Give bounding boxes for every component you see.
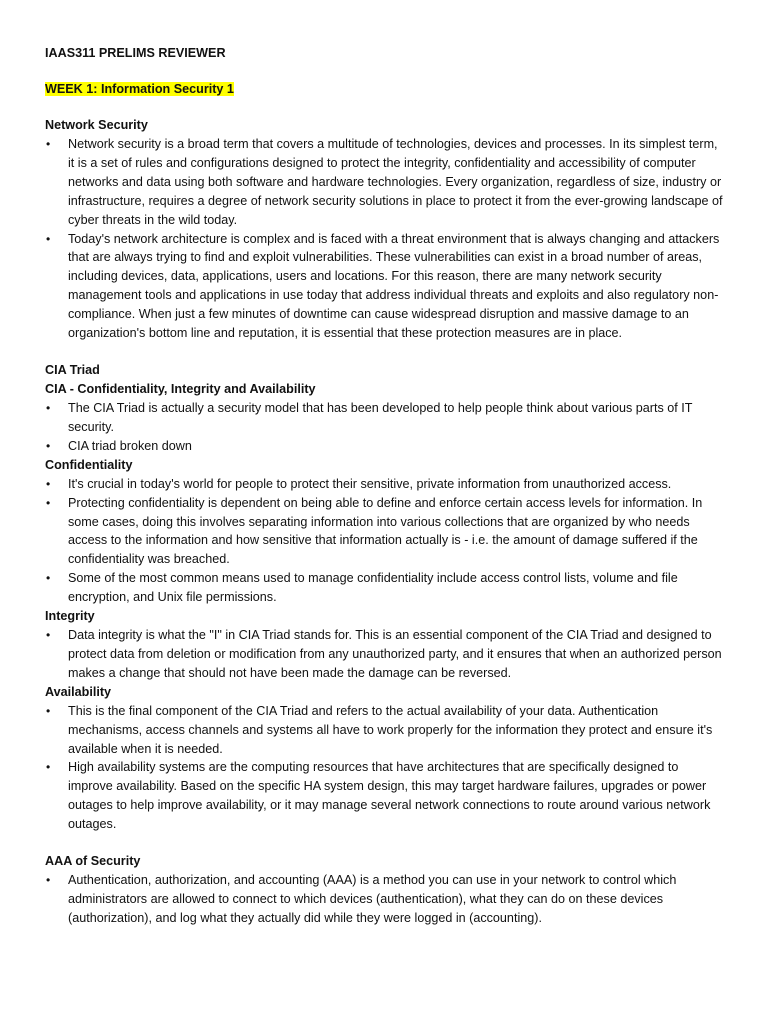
availability-list — [45, 702, 725, 834]
list-item-text: High availability systems are the computing resources that have architectures that are specifically designed to improve availability. Based on the specific HA system design, this may target hardware failures, upgrades or power outages to help improve availability, or it may manage several network connections to route around various network outages. — [68, 760, 711, 832]
aaa-list — [45, 871, 725, 928]
bullet-icon: • — [46, 873, 51, 888]
list-item — [45, 626, 725, 683]
bullet-icon: • — [46, 571, 51, 586]
list-item-text: The CIA Triad is actually a security model that has been developed to help people think about various parts of IT security. — [68, 400, 693, 434]
list-item-text: Today's network architecture is complex and is faced with a threat environment that is always changing and attackers that are always trying to find and exploit vulnerabilities. These vulnerabilities can exist in a broad number of areas, including devices, data, applications, users and locations. For this reason, there are many network security management tools and applications in use today that address individual threats and exploits and also regulatory non-compliance. When just a few minutes of downtime can cause widespread disruption and massive damage to an organization's bottom line and reputation, it is essential that these protection measures are in place. — [68, 231, 720, 341]
aaa-title: AAA of Security — [45, 854, 141, 869]
bullet-icon: • — [46, 137, 51, 151]
list-item — [45, 871, 725, 928]
list-item-text: Some of the most common means used to manage confidentiality include access control lists, volume and file encryption, and Unix file permissions. — [68, 571, 678, 605]
bullet-icon: • — [46, 760, 51, 775]
list-item — [45, 475, 725, 494]
network-security-title: Network Security — [45, 118, 148, 132]
week-heading — [45, 80, 725, 99]
list-item-text: CIA triad broken down — [68, 438, 192, 453]
spacer — [45, 343, 725, 361]
list-item-text: This is the final component of the CIA Triad and refers to the actual availability of your data. Authentication mechanisms, access channels and systems all have to work properly for the information they protect and ensure it's available when it is needed. — [68, 703, 713, 756]
cia-triad-subtitle: CIA - Confidentiality, Integrity and Availability — [45, 381, 316, 396]
bullet-icon: • — [46, 703, 51, 718]
bullet-icon: • — [46, 231, 51, 246]
list-item — [45, 702, 725, 759]
integrity-list — [45, 626, 725, 683]
document-title: IAAS311 PRELIMS REVIEWER — [45, 46, 226, 60]
cia-triad-title: CIA Triad — [45, 362, 100, 377]
bullet-icon: • — [46, 495, 51, 510]
list-item — [45, 399, 725, 437]
bullet-icon: • — [46, 438, 51, 453]
week-heading-highlight: WEEK 1: Information Security 1 — [45, 82, 234, 96]
availability-title: Availability — [45, 684, 112, 699]
confidentiality-list — [45, 475, 725, 607]
bullet-icon: • — [46, 628, 51, 643]
document-page — [45, 44, 725, 928]
bullet-icon: • — [46, 476, 51, 491]
cia-triad-list — [45, 399, 725, 456]
list-item — [45, 569, 725, 607]
bullet-icon: • — [46, 400, 51, 415]
list-item-text: It's crucial in today's world for people to protect their sensitive, private information from unauthorized access. — [68, 476, 672, 491]
network-security-list — [45, 135, 725, 343]
list-item-text: Protecting confidentiality is dependent on being able to define and enforce certain access levels for information. In some cases, doing this involves separating information into various collections that are organized by who needs access to the information and how sensitive that information actually is - i.e. the amount of damage suffered if the confidentiality was breached. — [68, 495, 703, 567]
spacer — [45, 834, 725, 852]
integrity-title: Integrity — [45, 609, 95, 624]
confidentiality-title: Confidentiality — [45, 457, 133, 472]
list-item — [45, 494, 725, 570]
list-item — [45, 758, 725, 834]
list-item — [45, 230, 725, 343]
list-item-text: Network security is a broad term that covers a multitude of technologies, devices and processes. In its simplest term, it is a set of rules and configurations designed to protect the integrity, confidentiality and accessibility of computer networks and data using both software and hardware technologies. Every organization, regardless of size, industry or infrastructure, requires a degree of network security solutions in place to protect it from the ever-growing landscape of cyber threats in the wild today. — [68, 137, 723, 227]
list-item-text: Data integrity is what the "I" in CIA Triad stands for. This is an essential component of the CIA Triad and designed to protect data from deletion or modification from any unauthorized party, and it ensures that when an authorized person makes a change that should not have been made the damage can be reversed. — [68, 628, 722, 680]
list-item — [45, 135, 725, 230]
list-item — [45, 437, 725, 456]
list-item-text: Authentication, authorization, and accounting (AAA) is a method you can use in your network to control which administrators are allowed to connect to which devices (authentication), what they can do on these devices (authorization), and log what they actually did while they were logged in (accounting). — [68, 873, 677, 925]
